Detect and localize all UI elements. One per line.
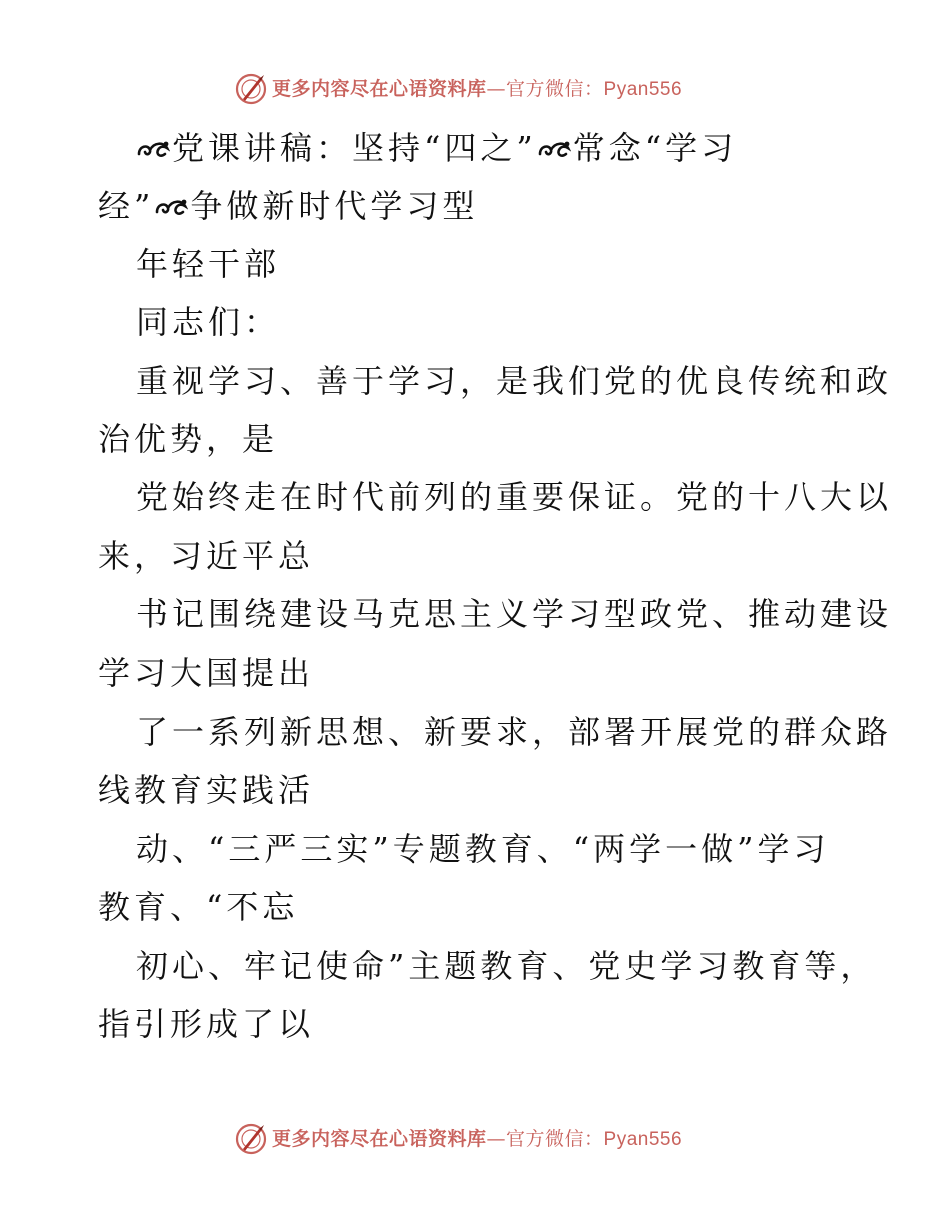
footer-dash: — <box>486 1128 507 1150</box>
body-line: 指引形成了以 <box>98 1005 315 1043</box>
title-part-1: 党课讲稿：坚持“四之” <box>172 129 537 167</box>
body-line: 学习大国提出 <box>98 654 315 692</box>
footer-banner-text <box>272 1126 682 1153</box>
document-title-line-1 <box>136 128 737 168</box>
header-banner <box>0 70 950 110</box>
body-line: 治优势，是 <box>98 420 279 458</box>
footer-main-text: 更多内容尽在心语资料库 <box>272 1128 487 1150</box>
footer-wechat-label: 官方微信： <box>506 1128 604 1150</box>
header-banner-text <box>272 76 682 103</box>
quill-seal-icon <box>234 1122 268 1156</box>
header-wechat-id: Pyan556 <box>603 79 683 100</box>
quill-seal-icon <box>234 72 268 106</box>
title-part-2: 常念“学习 <box>572 129 738 167</box>
footer-wechat-id: Pyan556 <box>603 1129 683 1150</box>
header-main-text: 更多内容尽在心语资料库 <box>272 78 487 100</box>
header-dash: — <box>486 78 507 100</box>
title-part-4: 争做新时代学习型 <box>190 187 479 225</box>
body-line: 初心、牢记使命”主题教育、党史学习教育等， <box>136 947 877 985</box>
document-title-line-2 <box>98 186 478 226</box>
decorative-swirl-icon <box>154 194 188 220</box>
salutation: 同志们： <box>136 303 281 341</box>
body-line: 重视学习、善于学习，是我们党的优良传统和政 <box>136 362 893 400</box>
body-line: 了一系列新思想、新要求，部署开展党的群众路 <box>136 713 893 751</box>
footer-banner <box>0 1120 950 1160</box>
document-title-line-3: 年轻干部 <box>136 245 281 283</box>
title-part-3: 经” <box>98 187 155 225</box>
decorative-swirl-icon <box>136 136 170 162</box>
body-line: 党始终走在时代前列的重要保证。党的十八大以 <box>136 478 893 516</box>
header-wechat-label: 官方微信： <box>506 78 604 100</box>
body-line: 动、“三严三实”专题教育、“两学一做”学习 <box>136 830 830 868</box>
body-line: 线教育实践活 <box>98 771 315 809</box>
body-line: 书记围绕建设马克思主义学习型政党、推动建设 <box>136 595 893 633</box>
decorative-swirl-icon <box>537 136 571 162</box>
body-line: 来，习近平总 <box>98 537 315 575</box>
body-line: 教育、“不忘 <box>98 888 299 926</box>
